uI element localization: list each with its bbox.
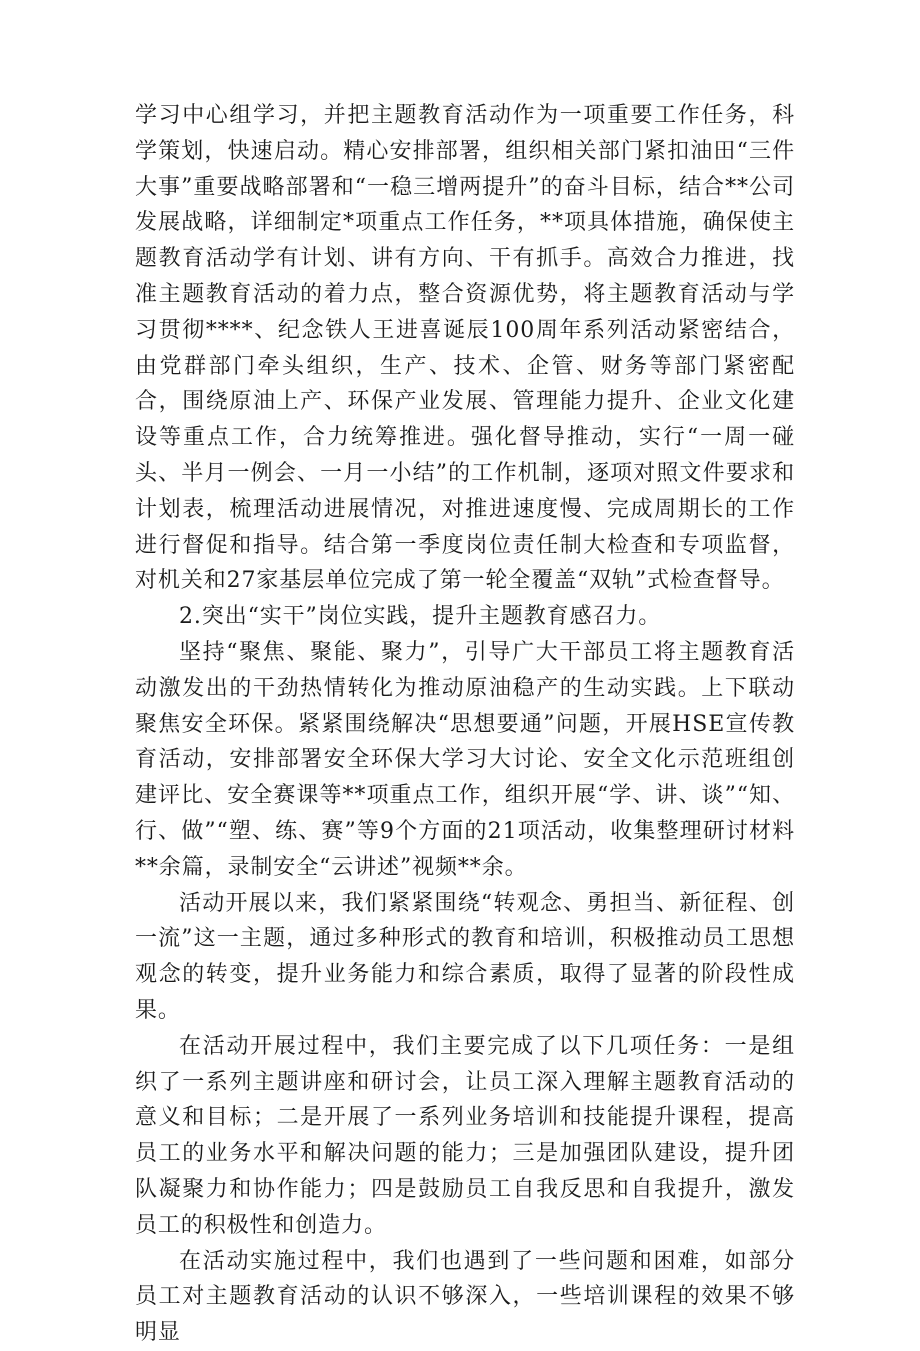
- section-heading-practice: 2.突出“实干”岗位实践，提升主题教育感召力。: [179, 604, 662, 630]
- paragraph-safety-focus: 坚持“聚焦、聚能、聚力”，引导广大干部员工将主题教育活动激发出的干劲热情转化为推动原油稳产的生动实践。上下联动聚焦安全环保。紧紧围绕解决“思想要通”问题，开展HSE宣传教育活动，安排部署安全环保大学习大讨论、安全文化示范班组创建评比、安全赛课等**项重点工作，组织开展“学、讲、谈”“知、行、做”“塑、练、赛”等9个方面的21项活动，收集整理研讨材料**余篇，录制安全“云讲述”视频**余。: [135, 639, 795, 880]
- paragraph-problems: 在活动实施过程中，我们也遇到了一些问题和困难，如部分员工对主题教育活动的认识不够深入，一些培训课程的效果不够明显: [135, 1248, 795, 1346]
- document-body: [135, 98, 795, 1351]
- paragraph-leadership-study: 学习中心组学习，并把主题教育活动作为一项重要工作任务，科学策划，快速启动。精心安排部署，组织相关部门紧扣油田“三件大事”重要战略部署和“一稳三增两提升”的奋斗目标，结合**公司发展战略，详细制定*项重点工作任务，**项具体措施，确保使主题教育活动学有计划、讲有方向、干有抓手。高效合力推进，找准主题教育活动的着力点，整合资源优势，将主题教育活动与学习贯彻****、纪念铁人王进喜诞辰100周年系列活动紧密结合，由党群部门牵头组织，生产、技术、企管、财务等部门紧密配合，围绕原油上产、环保产业发展、管理能力提升、企业文化建设等重点工作，合力统筹推进。强化督导推动，实行“一周一碰头、半月一例会、一月一小结”的工作机制，逐项对照文件要求和计划表，梳理活动进展情况，对推进速度慢、完成周期长的工作进行督促和指导。结合第一季度岗位责任制大检查和专项监督，对机关和27家基层单位完成了第一轮全覆盖“双轨”式检查督导。: [135, 103, 795, 594]
- paragraph-results: 活动开展以来，我们紧紧围绕“转观念、勇担当、新征程、创一流”这一主题，通过多种形式的教育和培训，积极推动员工思想观念的转变，提升业务能力和综合素质，取得了显著的阶段性成果。: [135, 890, 795, 1023]
- paragraph-tasks: 在活动开展过程中，我们主要完成了以下几项任务：一是组织了一系列主题讲座和研讨会，让员工深入理解主题教育活动的意义和目标；二是开展了一系列业务培训和技能提升课程，提高员工的业务水平和解决问题的能力；三是加强团队建设，提升团队凝聚力和协作能力；四是鼓励员工自我反思和自我提升，激发员工的积极性和创造力。: [135, 1033, 795, 1238]
